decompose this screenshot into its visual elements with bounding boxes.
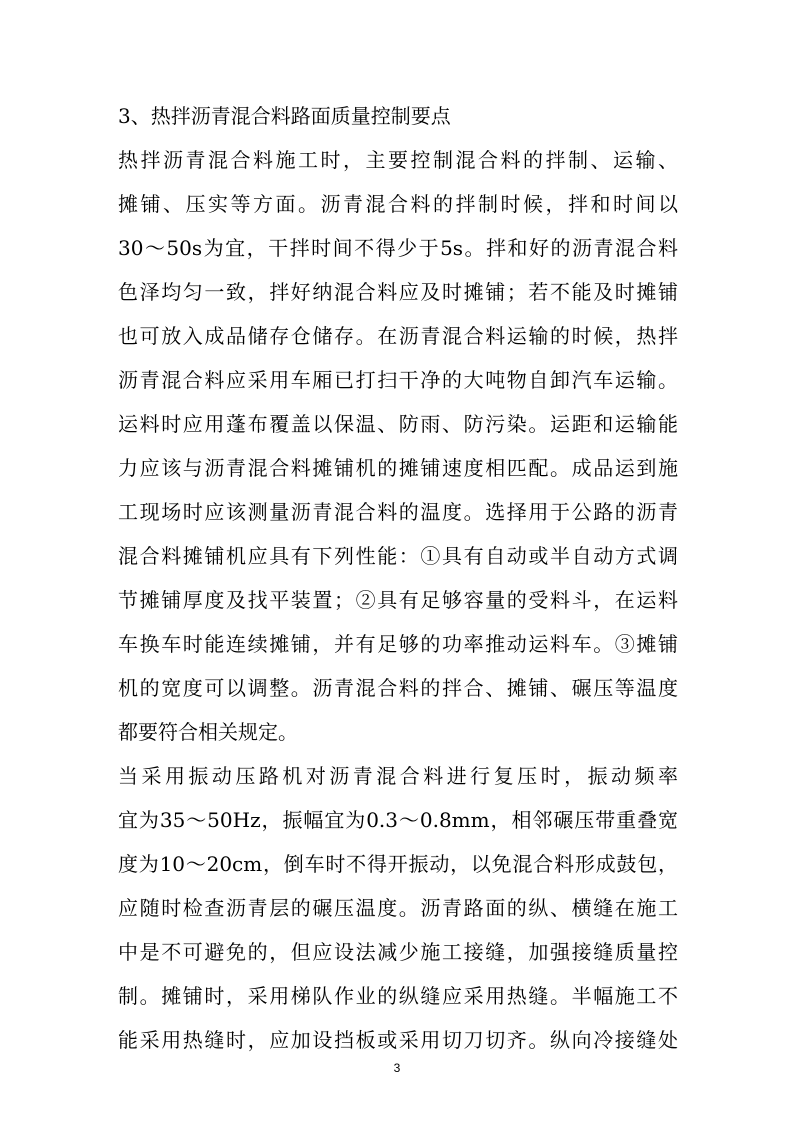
- paragraph-line: 中是不可避免的，但应设法减少施工接缝，加强接缝质量控: [118, 940, 678, 964]
- paragraph-line: 也可放入成品储存仓储存。在沥青混合料运输的时候，热拌: [118, 324, 678, 348]
- paragraph-line: 工现场时应该测量沥青混合料的温度。选择用于公路的沥青: [118, 500, 678, 524]
- paragraph-line: 应随时检查沥青层的碾压温度。沥青路面的纵、横缝在施工: [118, 896, 678, 920]
- paragraph-line: 摊铺、压实等方面。沥青混合料的拌制时候，拌和时间以: [118, 192, 678, 216]
- page-number: 3: [393, 1061, 401, 1075]
- section-heading: 3、热拌沥青混合料路面质量控制要点: [118, 104, 451, 128]
- paragraph-line: 车换车时能连续摊铺，并有足够的功率推动运料车。③摊铺: [118, 632, 678, 656]
- paragraph-line: 都要符合相关规定。: [118, 720, 298, 744]
- paragraph-line: 制。摊铺时，采用梯队作业的纵缝应采用热缝。半幅施工不: [118, 984, 678, 1008]
- paragraph-line: 节摊铺厚度及找平装置；②具有足够容量的受料斗，在运料: [118, 588, 678, 612]
- paragraph-line: 热拌沥青混合料施工时，主要控制混合料的拌制、运输、: [118, 148, 678, 172]
- paragraph-line: 色泽均匀一致，拌好纳混合料应及时摊铺；若不能及时摊铺: [118, 280, 678, 304]
- paragraph-line: 30～50s为宜，干拌时间不得少于5s。拌和好的沥青混合料: [118, 236, 678, 260]
- paragraph-line: 宜为35～50Hz，振幅宜为0.3～0.8mm，相邻碾压带重叠宽: [118, 808, 678, 832]
- paragraph-line: 混合料摊铺机应具有下列性能：①具有自动或半自动方式调: [118, 544, 678, 568]
- paragraph-line: 度为10～20cm，倒车时不得开振动，以免混合料形成鼓包，: [118, 852, 678, 876]
- paragraph-line: 沥青混合料应采用车厢已打扫干净的大吨物自卸汽车运输。: [118, 368, 678, 392]
- paragraph-line: 运料时应用蓬布覆盖以保温、防雨、防污染。运距和运输能: [118, 412, 678, 436]
- paragraph-line: 机的宽度可以调整。沥青混合料的拌合、摊铺、碾压等温度: [118, 676, 678, 700]
- paragraph-line: 当采用振动压路机对沥青混合料进行复压时，振动频率: [118, 764, 678, 788]
- paragraph-line: 力应该与沥青混合料摊铺机的摊铺速度相匹配。成品运到施: [118, 456, 678, 480]
- paragraph-line: 能采用热缝时，应加设挡板或采用切刀切齐。纵向冷接缝处: [118, 1028, 678, 1052]
